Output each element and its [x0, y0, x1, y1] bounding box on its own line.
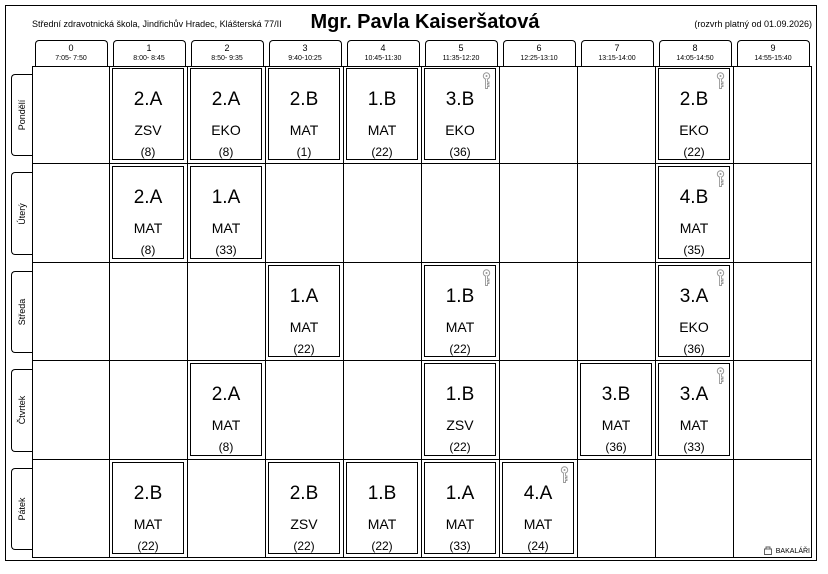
lesson-class: 2.B: [289, 482, 319, 504]
timetable-cell: [578, 66, 656, 164]
timetable-cell: [578, 164, 656, 262]
lesson-subject: MAT: [367, 515, 397, 532]
lesson-class: 1.B: [367, 482, 397, 504]
timetable-cell: [734, 361, 812, 459]
lesson-subject: MAT: [679, 417, 709, 434]
day-label-2: [11, 271, 32, 353]
period-tab-8: [659, 40, 732, 66]
period-tab-6: [503, 40, 576, 66]
period-time: 13:15-14:00: [598, 55, 636, 62]
period-time: 12:25-13:10: [520, 55, 558, 62]
lesson-card[interactable]: [190, 166, 262, 258]
lesson-subject: MAT: [133, 220, 163, 237]
timetable-cell: [344, 361, 422, 459]
key-icon: [715, 367, 726, 385]
day-name: Pátek: [17, 497, 27, 521]
lesson-card[interactable]: [268, 265, 340, 357]
timetable-cell: [188, 460, 266, 558]
lesson-card[interactable]: [346, 68, 418, 160]
lesson-subject: MAT: [289, 122, 319, 138]
lesson-card[interactable]: [268, 68, 340, 160]
period-tab-4: [347, 40, 420, 66]
period-number: 3: [302, 43, 308, 53]
timetable-cell: [32, 263, 110, 361]
lesson-card[interactable]: [268, 462, 340, 554]
lesson-subject: MAT: [445, 318, 475, 335]
lesson-subject: MAT: [211, 220, 241, 237]
lesson-card[interactable]: [424, 363, 496, 455]
lesson-room: (1): [296, 145, 312, 159]
lesson-class: 2.A: [211, 89, 241, 110]
period-number: 6: [536, 43, 542, 53]
lesson-card[interactable]: [658, 363, 730, 455]
timetable-cell: [578, 460, 656, 558]
lesson-room: (8): [140, 145, 156, 159]
lesson-subject: MAT: [523, 515, 553, 532]
key-icon: [481, 269, 492, 287]
timetable-cell: [656, 460, 734, 558]
timetable-cell: [734, 263, 812, 361]
timetable-cell: [500, 263, 578, 361]
lesson-card[interactable]: [112, 166, 184, 258]
school-name: Střední zdravotnická škola, Jindřichův Hradec, Klášterská 77/II: [32, 19, 282, 29]
lesson-room: (36): [683, 341, 705, 356]
key-icon: [715, 269, 726, 287]
lesson-class: 2.B: [289, 89, 319, 110]
day-label-3: [11, 369, 32, 451]
period-time: 14:05-14:50: [676, 55, 714, 62]
period-number: 8: [692, 43, 698, 53]
timetable-cell: [344, 263, 422, 361]
lesson-subject: EKO: [445, 122, 475, 138]
lesson-class: 3.B: [601, 384, 631, 406]
key-icon: [559, 466, 570, 484]
lesson-class: 2.A: [133, 89, 163, 110]
lesson-room: (22): [371, 538, 393, 553]
lesson-room: (22): [293, 341, 315, 356]
period-tab-7: [581, 40, 654, 66]
lesson-subject: ZSV: [446, 417, 474, 434]
lesson-card[interactable]: [658, 166, 730, 258]
lesson-room: (24): [527, 538, 549, 553]
timetable-cell: [500, 164, 578, 262]
timetable-grid: [32, 66, 812, 558]
period-number: 1: [146, 43, 152, 53]
lesson-subject: MAT: [679, 220, 709, 237]
timetable-cell: [734, 164, 812, 262]
lesson-subject: MAT: [601, 417, 631, 434]
lesson-subject: MAT: [367, 122, 397, 138]
lesson-class: 3.B: [445, 89, 475, 110]
timetable-cell: [344, 164, 422, 262]
validity-note: (rozvrh platný od 01.09.2026): [694, 19, 812, 29]
timetable-cell: [32, 361, 110, 459]
lesson-class: 1.A: [211, 187, 241, 209]
lesson-room: (8): [218, 145, 234, 159]
day-name: Středa: [17, 298, 27, 326]
lesson-room: (36): [449, 145, 471, 159]
period-tab-2: [191, 40, 264, 66]
lesson-room: (8): [140, 243, 156, 258]
key-icon: [715, 72, 726, 90]
lesson-card[interactable]: [424, 462, 496, 554]
period-time: 14:55-15:40: [754, 55, 792, 62]
lesson-room: (22): [449, 341, 471, 356]
timetable-cell: [110, 263, 188, 361]
timetable-cell: [422, 164, 500, 262]
lesson-class: 3.A: [679, 384, 709, 406]
period-number: 7: [614, 43, 620, 53]
period-number: 0: [68, 43, 74, 53]
lesson-room: (33): [683, 440, 705, 455]
lesson-class: 4.A: [523, 482, 553, 504]
lesson-card[interactable]: [190, 68, 262, 160]
lesson-card[interactable]: [346, 462, 418, 554]
lesson-room: (33): [215, 243, 237, 258]
lesson-room: (35): [683, 243, 705, 258]
period-time: 9:40-10:25: [288, 55, 322, 62]
lesson-room: (33): [449, 538, 471, 553]
period-tab-5: [425, 40, 498, 66]
lesson-room: (22): [293, 538, 315, 553]
lesson-card[interactable]: [424, 265, 496, 357]
period-tab-3: [269, 40, 342, 66]
period-number: 9: [770, 43, 776, 53]
period-time: 11:35-12:20: [442, 55, 480, 62]
period-number: 2: [224, 43, 230, 53]
period-time: 8:00- 8:45: [133, 55, 165, 62]
timetable-cell: [500, 361, 578, 459]
day-label-4: [11, 468, 32, 550]
period-number: 5: [458, 43, 464, 53]
lesson-card[interactable]: [424, 68, 496, 160]
page-title: Mgr. Pavla Kaiseršatová: [310, 11, 540, 33]
period-time: 10:45-11:30: [364, 55, 402, 62]
lesson-card[interactable]: [658, 265, 730, 357]
timetable-cell: [734, 66, 812, 164]
lesson-class: 1.B: [367, 89, 397, 110]
lesson-subject: MAT: [133, 515, 163, 532]
timetable-cell: [188, 263, 266, 361]
lesson-subject: MAT: [289, 318, 319, 335]
lesson-card[interactable]: [190, 363, 262, 455]
lesson-class: 1.B: [445, 285, 475, 307]
brand-name: BAKALÁŘI: [775, 547, 810, 555]
lesson-room: (22): [137, 538, 159, 553]
period-number: 4: [380, 43, 386, 53]
lesson-room: (8): [218, 440, 234, 455]
key-icon: [481, 72, 492, 90]
lesson-class: 1.A: [289, 285, 319, 307]
timetable-cell: [110, 361, 188, 459]
period-time: 8:50- 9:35: [211, 55, 243, 62]
lesson-card[interactable]: [112, 68, 184, 160]
period-tab-9: [737, 40, 810, 66]
key-icon: [715, 170, 726, 188]
lesson-card[interactable]: [658, 68, 730, 160]
lesson-room: (22): [449, 440, 471, 455]
lesson-room: (22): [683, 145, 705, 159]
day-label-0: [11, 74, 32, 156]
lesson-subject: MAT: [445, 515, 475, 532]
day-label-1: [11, 172, 32, 254]
lesson-subject: EKO: [679, 318, 709, 335]
lesson-card[interactable]: [502, 462, 574, 554]
lesson-subject: ZSV: [134, 122, 162, 138]
lesson-class: 2.B: [679, 89, 709, 110]
lesson-class: 4.B: [679, 187, 709, 209]
timetable-cell: [500, 66, 578, 164]
bakalari-logo-icon: [763, 546, 773, 556]
lesson-subject: MAT: [211, 417, 241, 434]
lesson-subject: EKO: [211, 122, 241, 138]
period-time: 7:05- 7:50: [55, 55, 87, 62]
timetable-cell: [266, 361, 344, 459]
timetable-cell: [578, 263, 656, 361]
lesson-class: 2.B: [133, 482, 163, 504]
lesson-subject: ZSV: [290, 515, 318, 532]
day-name: Úterý: [17, 202, 27, 225]
lesson-room: (22): [371, 145, 393, 159]
timetable-cell: [266, 164, 344, 262]
timetable-cell: [734, 460, 812, 558]
lesson-class: 3.A: [679, 285, 709, 307]
lesson-class: 2.A: [133, 187, 163, 209]
period-tab-0: [35, 40, 108, 66]
lesson-subject: EKO: [679, 122, 709, 138]
brand-footer: [763, 546, 810, 556]
timetable-cell: [32, 66, 110, 164]
lesson-card[interactable]: [112, 462, 184, 554]
period-tab-1: [113, 40, 186, 66]
day-name: Čtvrtek: [17, 396, 27, 425]
lesson-class: 2.A: [211, 384, 241, 406]
lesson-card[interactable]: [580, 363, 652, 455]
timetable-cell: [32, 164, 110, 262]
lesson-room: (36): [605, 440, 627, 455]
lesson-class: 1.A: [445, 482, 475, 504]
day-name: Pondělí: [17, 99, 27, 131]
lesson-class: 1.B: [445, 384, 475, 406]
timetable-cell: [32, 460, 110, 558]
